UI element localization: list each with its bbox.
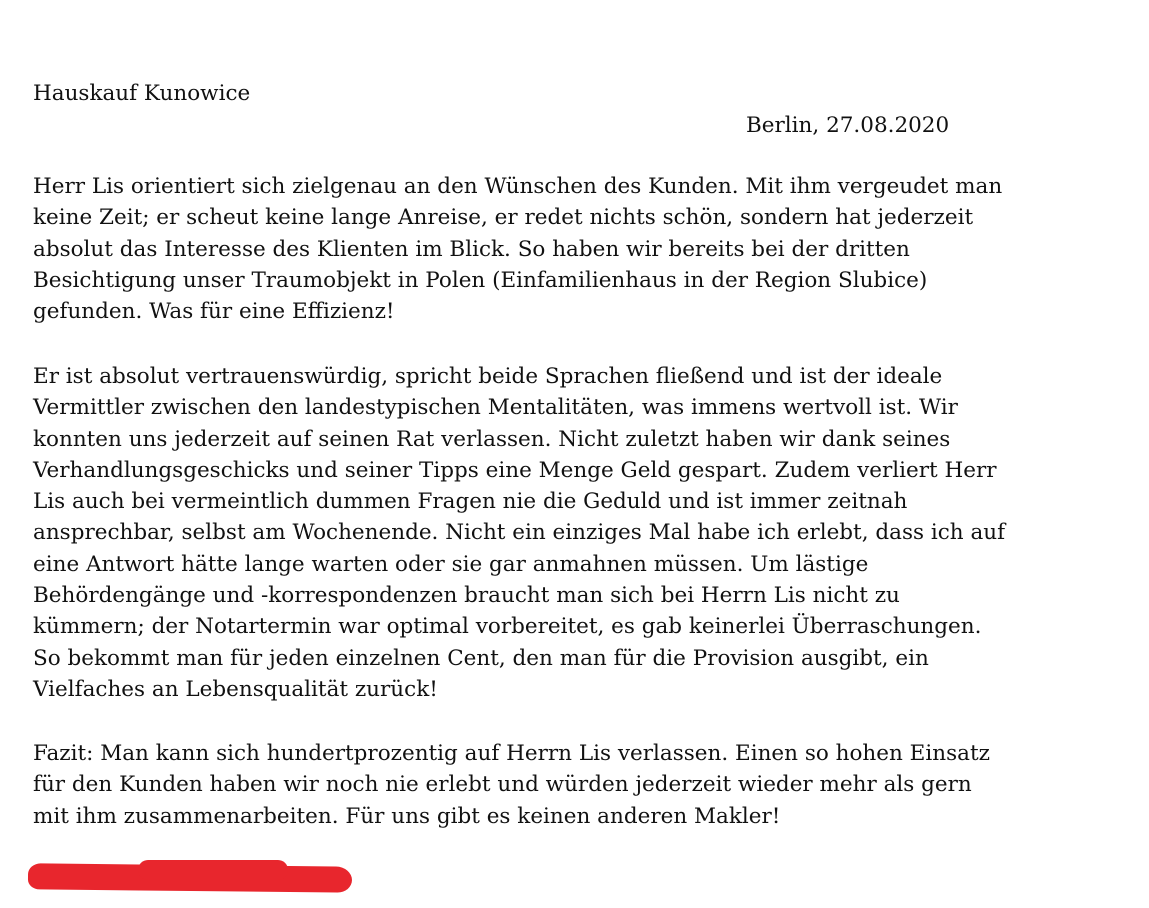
paragraph-line: ansprechbar, selbst am Wochenende. Nicht ein einziges Mal habe ich erlebt, dass ich auf [33, 520, 1006, 546]
paragraph-line: Lis auch bei vermeintlich dummen Fragen nie die Geduld und ist immer zeitnah [33, 489, 908, 515]
paragraph-line: Er ist absolut vertrauenswürdig, spricht beide Sprachen fließend und ist der ideale [33, 364, 943, 389]
paragraph-3 [33, 738, 1073, 832]
paragraph-line: Behördengänge und -korrespondenzen braucht man sich bei Herrn Lis nicht zu [33, 583, 900, 609]
redaction-mark [138, 860, 288, 880]
paragraph-line: keine Zeit; er scheut keine lange Anreise, er redet nichts schön, sondern hat jederzeit [33, 205, 974, 231]
paragraph-line: Herr Lis orientiert sich zielgenau an den Wünschen des Kunden. Mit ihm vergeudet man [33, 174, 1003, 199]
paragraph-line: Vermittler zwischen den landestypischen Mentalitäten, was immens wertvoll ist. Wir [33, 395, 958, 421]
paragraph-line: Verhandlungsgeschicks und seiner Tipps eine Menge Geld gespart. Zudem verliert Herr [33, 457, 997, 483]
paragraph-line: absolut das Interesse des Klienten im Blick. So haben wir bereits bei der dritten [33, 236, 910, 262]
place-date: Berlin, 27.08.2020 [746, 113, 950, 138]
paragraph-line: Vielfaches an Lebensqualität zurück! [33, 676, 438, 702]
paragraph-line: kümmern; der Notartermin war optimal vorbereitet, es gab keinerlei Überraschungen. [33, 614, 982, 640]
paragraph-2 [33, 361, 1073, 705]
paragraph-line: konnten uns jederzeit auf seinen Rat verlassen. Nicht zuletzt haben wir dank seines [33, 426, 951, 452]
paragraph-line: Fazit: Man kann sich hundertprozentig auf Herrn Lis verlassen. Einen so hohen Einsatz [33, 741, 990, 766]
paragraph-line: gefunden. Was für eine Effizienz! [33, 299, 395, 325]
document-title: Hauskauf Kunowice [33, 81, 251, 106]
redacted-signature [28, 858, 358, 898]
paragraph-line: eine Antwort hätte lange warten oder sie gar anmahnen müssen. Um lästige [33, 551, 869, 577]
paragraph-line: Besichtigung unser Traumobjekt in Polen (Einfamilienhaus in der Region Slubice) [33, 267, 928, 293]
paragraph-line: für den Kunden haben wir noch nie erlebt und würden jederzeit wieder mehr als gern [33, 772, 972, 798]
paragraph-line: So bekommt man für jeden einzelnen Cent, den man für die Provision ausgibt, ein [33, 645, 929, 671]
paragraph-line: mit ihm zusammenarbeiten. Für uns gibt es keinen anderen Makler! [33, 803, 781, 829]
paragraph-1 [33, 171, 1073, 327]
